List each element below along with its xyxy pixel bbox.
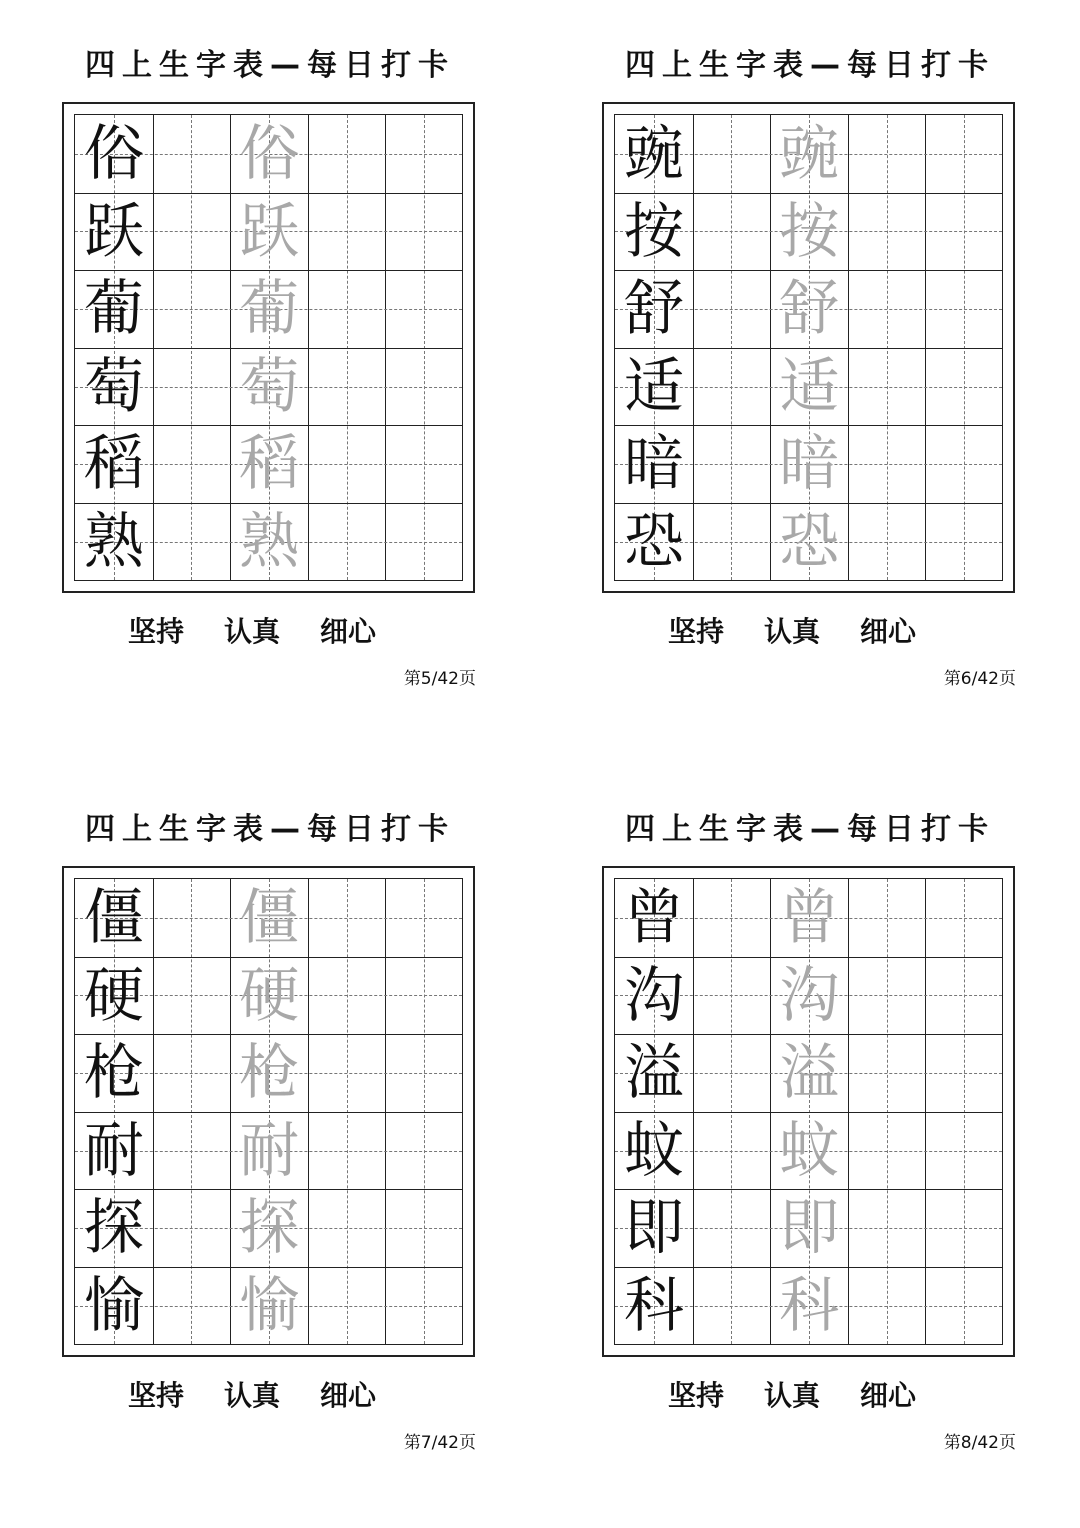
tian-zi-ge-grid: [74, 114, 463, 581]
page-number: 第5/42页: [403, 669, 476, 689]
motto: [128, 612, 416, 652]
practice-grid-frame: [602, 866, 1015, 1357]
trace-character: 硬: [239, 960, 300, 1031]
motto-word: 坚持: [128, 615, 185, 648]
trace-character: 僵: [239, 883, 300, 953]
page-number: 第6/42页: [943, 669, 1016, 689]
trace-character: 稻: [239, 429, 300, 500]
trace-character: 舒: [779, 274, 840, 345]
practice-grid-frame: [602, 102, 1015, 593]
model-character: 豌: [624, 119, 684, 189]
model-character: 蚊: [624, 1115, 684, 1186]
model-character: 耐: [84, 1115, 144, 1186]
trace-character: 曾: [779, 883, 840, 953]
tian-zi-ge-grid: [614, 114, 1003, 581]
sheet-title: 四上生字表—每日打卡: [625, 48, 995, 83]
worksheet-page-5: [0, 0, 540, 764]
sheet-title: 四上生字表—每日打卡: [85, 48, 455, 83]
model-character: 葡: [84, 274, 144, 345]
model-character: 沟: [624, 960, 684, 1031]
model-character: 俗: [84, 119, 144, 189]
model-character: 僵: [84, 883, 144, 953]
tian-zi-ge-grid: [74, 878, 463, 1345]
model-character: 舒: [624, 274, 684, 345]
motto: [128, 1376, 416, 1416]
worksheet-page-7: [0, 764, 540, 1528]
practice-grid-frame: [62, 102, 475, 593]
trace-character: 熟: [239, 507, 300, 577]
model-character: 稻: [84, 429, 144, 500]
trace-character: 恐: [779, 507, 840, 577]
motto-word: 认真: [224, 1379, 281, 1412]
model-character: 恐: [624, 507, 684, 577]
motto: [668, 612, 956, 652]
trace-character: 葡: [239, 274, 300, 345]
model-character: 适: [624, 351, 684, 422]
model-character: 探: [84, 1193, 144, 1264]
trace-character: 耐: [239, 1115, 300, 1186]
model-character: 科: [624, 1271, 684, 1341]
trace-character: 探: [239, 1193, 300, 1264]
worksheet-page-6: [540, 0, 1080, 764]
worksheet-page-8: [540, 764, 1080, 1528]
trace-character: 按: [779, 196, 840, 267]
practice-grid-frame: [62, 866, 475, 1357]
trace-character: 蚊: [779, 1115, 840, 1186]
motto-word: 认真: [764, 615, 821, 648]
trace-character: 跃: [239, 196, 300, 267]
motto-word: 细心: [320, 615, 377, 648]
sheet-title: 四上生字表—每日打卡: [625, 812, 995, 847]
motto-word: 细心: [320, 1379, 377, 1412]
trace-character: 溢: [779, 1038, 840, 1109]
model-character: 愉: [84, 1271, 144, 1341]
motto-word: 细心: [860, 1379, 917, 1412]
trace-character: 适: [779, 351, 840, 422]
model-character: 按: [624, 196, 684, 267]
model-character: 萄: [84, 351, 144, 422]
model-character: 即: [624, 1193, 684, 1264]
model-character: 溢: [624, 1038, 684, 1109]
motto-word: 坚持: [668, 1379, 725, 1412]
motto-word: 认真: [764, 1379, 821, 1412]
model-character: 熟: [84, 507, 144, 577]
trace-character: 愉: [239, 1271, 300, 1341]
trace-character: 豌: [779, 119, 840, 189]
trace-character: 枪: [239, 1038, 300, 1109]
motto-word: 认真: [224, 615, 281, 648]
model-character: 暗: [624, 429, 684, 500]
model-character: 曾: [624, 883, 684, 953]
motto-word: 坚持: [668, 615, 725, 648]
trace-character: 暗: [779, 429, 840, 500]
motto: [668, 1376, 956, 1416]
trace-character: 即: [779, 1193, 840, 1264]
sheet-title: 四上生字表—每日打卡: [85, 812, 455, 847]
trace-character: 萄: [239, 351, 300, 422]
page-number: 第7/42页: [403, 1433, 476, 1453]
model-character: 枪: [84, 1038, 144, 1109]
page-number: 第8/42页: [943, 1433, 1016, 1453]
model-character: 硬: [84, 960, 144, 1031]
trace-character: 俗: [239, 119, 300, 189]
motto-word: 细心: [860, 615, 917, 648]
trace-character: 沟: [779, 960, 840, 1031]
motto-word: 坚持: [128, 1379, 185, 1412]
trace-character: 科: [779, 1271, 840, 1341]
model-character: 跃: [84, 196, 144, 267]
tian-zi-ge-grid: [614, 878, 1003, 1345]
